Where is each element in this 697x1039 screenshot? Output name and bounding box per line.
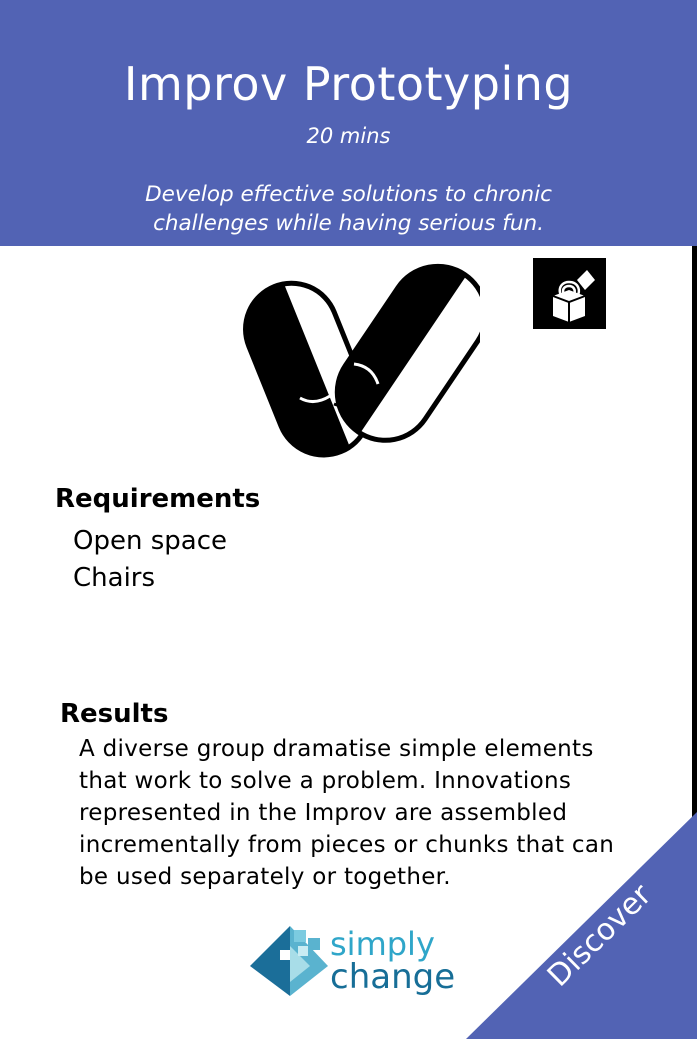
category-corner-ribbon bbox=[466, 812, 697, 1039]
logo-word-simply: simply bbox=[330, 925, 435, 963]
card-duration: 20 mins bbox=[306, 124, 391, 148]
card-header bbox=[0, 0, 697, 246]
requirement-item: Open space bbox=[73, 526, 227, 556]
jack-in-the-box-icon bbox=[533, 258, 606, 329]
crossed-fingers-icon bbox=[236, 258, 480, 464]
requirement-item: Chairs bbox=[73, 562, 156, 593]
category-label: Discover bbox=[540, 877, 659, 994]
requirements-list bbox=[73, 523, 227, 596]
results-heading: Results bbox=[60, 699, 169, 729]
requirements-heading: Requirements bbox=[55, 484, 261, 514]
card-tagline: Develop effective solutions to chronic challenges while having serious fun. bbox=[145, 182, 552, 236]
results-text: A diverse group dramatise simple elements that work to solve a problem. Innovations represented in the Improv are assembled incrementally from pieces or chunks that can be used separately or together. bbox=[79, 736, 615, 890]
card-title: Improv Prototyping bbox=[123, 57, 574, 111]
logo-word-change: change bbox=[330, 957, 456, 997]
